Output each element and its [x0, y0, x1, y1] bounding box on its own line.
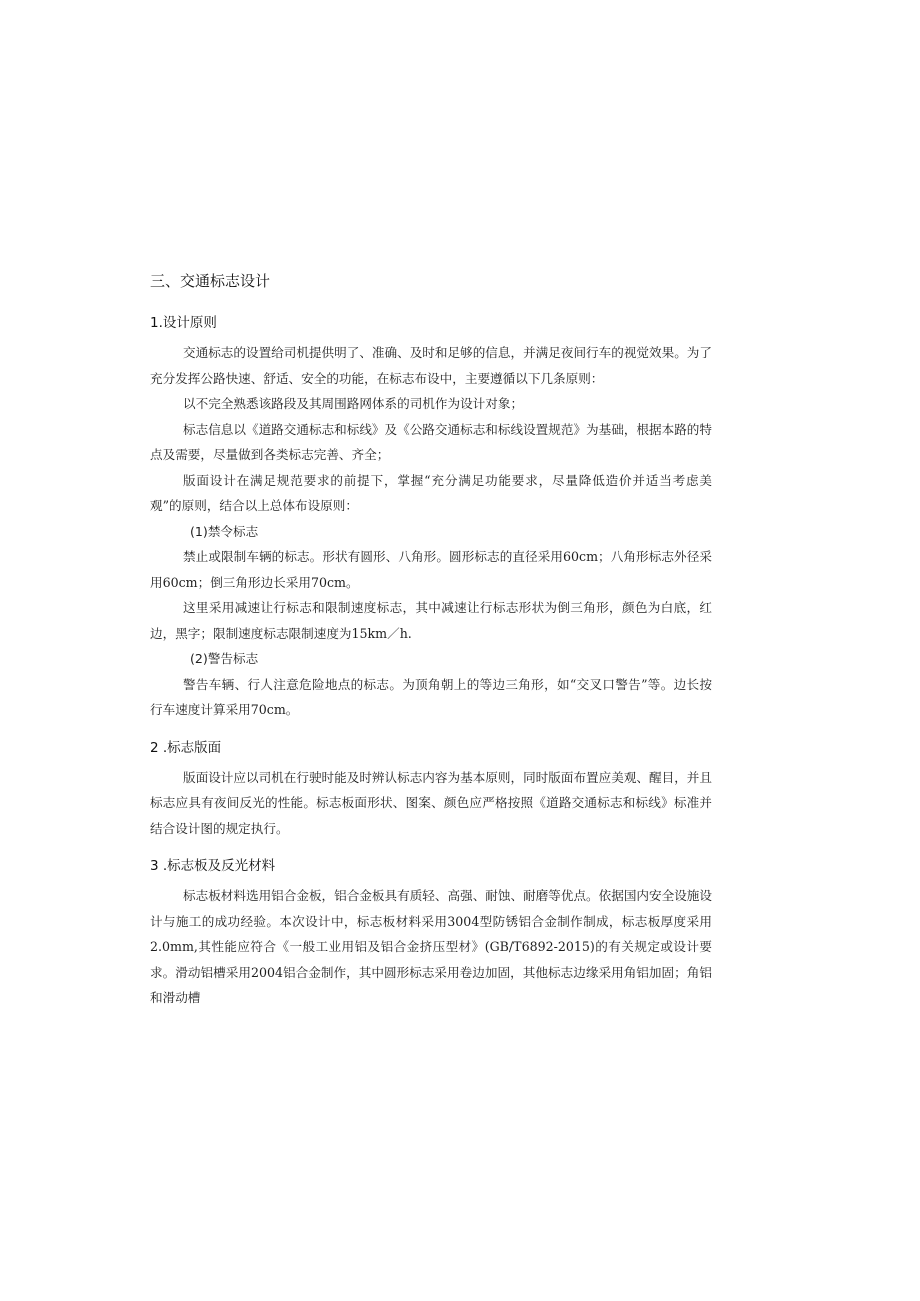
subsection-title-sign-layout: 2 .标志版面: [150, 739, 222, 756]
section-heading: 三、交通标志设计: [150, 272, 271, 290]
paragraph: 禁止或限制车辆的标志。形状有圆形、八角形。圆形标志的直径采用60cm；八角形标志外径采用60cm；倒三角形边长采用70cm。: [150, 549, 712, 590]
paragraph: 版面设计应以司机在行驶时能及时辨认标志内容为基本原则，同时版面布置应美观、醒目，并且标志应具有夜间反光的性能。标志板面形状、图案、颜色应严格按照《道路交通标志和标线》标准并结合设计图的规定执行。: [150, 769, 712, 836]
item-title-warning-signs: (2)警告标志: [190, 651, 259, 666]
subsection-title-sign-materials: 3 .标志板及反光材料: [150, 858, 276, 874]
paragraph: 警告车辆、行人注意危险地点的标志。为顶角朝上的等边三角形，如“交叉口警告”等。边长按行车速度计算采用70cm。: [150, 676, 712, 717]
paragraph: 交通标志的设置给司机提供明了、准确、及时和足够的信息，并满足夜间行车的视觉效果。为了充分发挥公路快速、舒适、安全的功能，在标志布设中，主要遵循以下几条原则：: [150, 345, 712, 386]
paragraph: 以不完全熟悉该路段及其周围路网体系的司机作为设计对象；: [183, 396, 524, 411]
paragraph: 版面设计在满足规范要求的前提下，掌握“充分满足功能要求，尽量降低造价并适当考虑美观”的原则，结合以上总体布设原则：: [150, 472, 712, 513]
document-page: [150, 268, 712, 1011]
paragraph: 这里采用减速让行标志和限制速度标志，其中减速让行标志形状为倒三角形，颜色为白底，红边，黑字；限制速度标志限制速度为15km／h.: [150, 600, 712, 641]
subsection-title-design-principles: 1.设计原则: [150, 315, 217, 331]
paragraph: 标志信息以《道路交通标志和标线》及《公路交通标志和标线设置规范》为基础，根据本路的特点及需要，尽量做到各类标志完善、齐全；: [150, 421, 712, 462]
item-title-prohibition-signs: (1)禁令标志: [190, 523, 259, 539]
paragraph: 标志板材料选用铝合金板，铝合金板具有质轻、高强、耐蚀、耐磨等优点。依据国内安全设施设计与施工的成功经验。本次设计中，标志板材料采用3004型防锈铝合金制作制成，标志板厚度采用2.0mm,其性能应符合《一般工业用铝及铝合金挤压型材》(GB/T6892-2015)的有关规定或设计要求。滑动铝槽采用2004铝合金制作，其中圆形标志采用卷边加固，其他标志边缘采用角铝加固；角铝和滑动槽: [150, 888, 712, 1005]
